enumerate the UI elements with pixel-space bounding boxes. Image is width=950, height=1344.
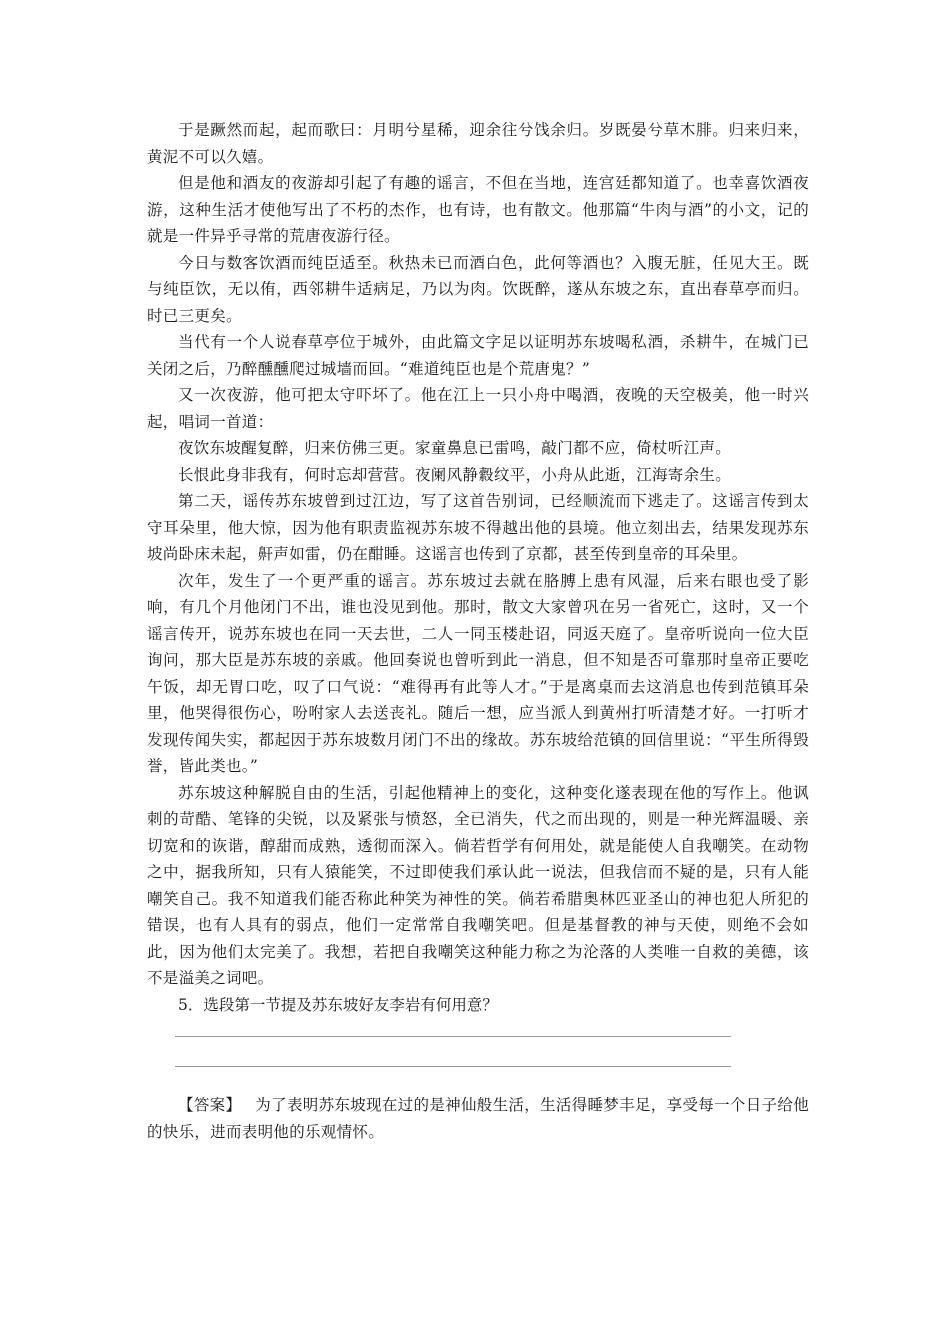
paragraph-spring-grass-pavilion: 当代有一个人说春草亭位于城外，由此篇文字足以证明苏东坡喝私酒，杀耕牛，在城门已关闭之后，乃醉醺醺爬过城墙而回。“难道纯臣也是个荒唐鬼？” bbox=[147, 333, 809, 378]
paragraph-rumor-intro: 但是他和酒友的夜游却引起了有趣的谣言，不但在当地，连宫廷都知道了。也幸喜饮酒夜游，这种生活才使他写出了不朽的杰作，也有诗，也有散文。他那篇“牛肉与酒”的小文，记的就是一件异乎寻常的荒唐夜游行径。 bbox=[147, 174, 809, 245]
paragraph-self-mockery: 苏东坡这种解脱自由的生活，引起他精神上的变化，这种变化遂表现在他的写作上。他讽刺的苛酷、笔锋的尖锐，以及紧张与愤怒，全已消失，代之而出现的，则是一种光辉温暖、亲切宽和的诙谐，醇甜而成熟，透彻而深入。倘若哲学有何用处，就是能使人自我嘲笑。在动物之中，据我所知，只有人猿能笑，不过即使我们承认此一说法，但我信而不疑的是，只有人能嘲笑自己。我不知道我们能否称此种笑为神性的笑。倘若希腊奥林匹亚圣山的神也犯人所犯的错误，也有人具有的弱点，他们一定常常自我嘲笑吧。但是基督教的神与天使，则绝不会如此，因为他们太完美了。我想，若把自我嘲笑这种能力称之为沦落的人类唯一自救的美德，该不是溢美之词吧。 bbox=[147, 783, 809, 987]
answer-blank-lines bbox=[175, 1036, 731, 1067]
paragraph-next-day-rumor: 第二天，谣传苏东坡曾到过江边，写了这首告别词，已经顺流而下逃走了。这谣言传到太守耳朵里，他大惊，因为他有职责监视苏东坡不得越出他的县境。他立刻出去，结果发现苏东坡尚卧床未起，鼾声如雷，仍在酣睡。这谣言也传到了京都，甚至传到皇帝的耳朵里。 bbox=[147, 492, 809, 563]
answer-line[interactable] bbox=[175, 1066, 731, 1067]
answer-label: 【答案】 bbox=[178, 1096, 242, 1114]
paragraph-death-rumor: 次年，发生了一个更严重的谣言。苏东坡过去就在胳膊上患有风湿，后来右眼也受了影响，有几个月他闭门不出，谁也没见到他。那时，散文大家曾巩在另一省死亡，这时，又一个谣言传开，说苏东坡也在同一天去世，二人一同玉楼赴诏，同返天庭了。皇帝听说向一位大臣询问，那大臣是苏东坡的亲戚。他回奏说也曾听到此一消息，但不知是否可靠那时皇帝正要吃午饭，却无胃口吃，叹了口气说：“难得再有此等人才。”于是离桌而去这消息也传到范镇耳朵里，他哭得很伤心，吩咐家人去送丧礼。随后一想，应当派人到黄州打听清楚才好。一打听才发现传闻失实，都起因于苏东坡数月闭门不出的缘故。苏东坡给范镇的回信里说：“平生所得毁誉，皆此类也。” bbox=[147, 571, 809, 775]
paragraph-song: 于是蹶然而起，起而歌曰：月明兮星稀，迎余往兮饯余归。岁既晏兮草木腓。归来归来，黄泥不可以久嬉。 bbox=[147, 121, 809, 166]
paragraph-poem-line-2: 长恨此身非我有，何时忘却营营。夜阑风静縠纹平，小舟从此逝，江海寄余生。 bbox=[178, 465, 732, 484]
answer-text: 为了表明苏东坡现在过的是神仙般生活，生活得睡梦丰足，享受每一个日子给他的快乐，进而表明他的乐观情怀。 bbox=[147, 1096, 809, 1141]
answer-line[interactable] bbox=[175, 1036, 731, 1037]
question-5: 5．选段第一节提及苏东坡好友李岩有何用意？ bbox=[178, 995, 498, 1014]
answer-block bbox=[147, 1092, 809, 1145]
paragraph-night-boat: 又一次夜游，他可把太守吓坏了。他在江上一只小舟中喝酒，夜晚的天空极美，他一时兴起，唱词一首道： bbox=[147, 386, 809, 431]
paragraph-poem-line-1: 夜饮东坡醒复醉，归来仿佛三更。家童鼻息已雷鸣，敲门都不应，倚杖听江声。 bbox=[178, 439, 732, 457]
paragraph-beef-wine-essay: 今日与数客饮酒而纯臣适至。秋热未已而酒白色，此何等酒也？入腹无脏，任见大王。既与纯臣饮，无以侑，西邻耕牛适病足，乃以为肉。饮既醉，遂从东坡之东，直出春草亭而归。时已三更矣。 bbox=[147, 253, 809, 325]
document-page bbox=[147, 117, 809, 1145]
